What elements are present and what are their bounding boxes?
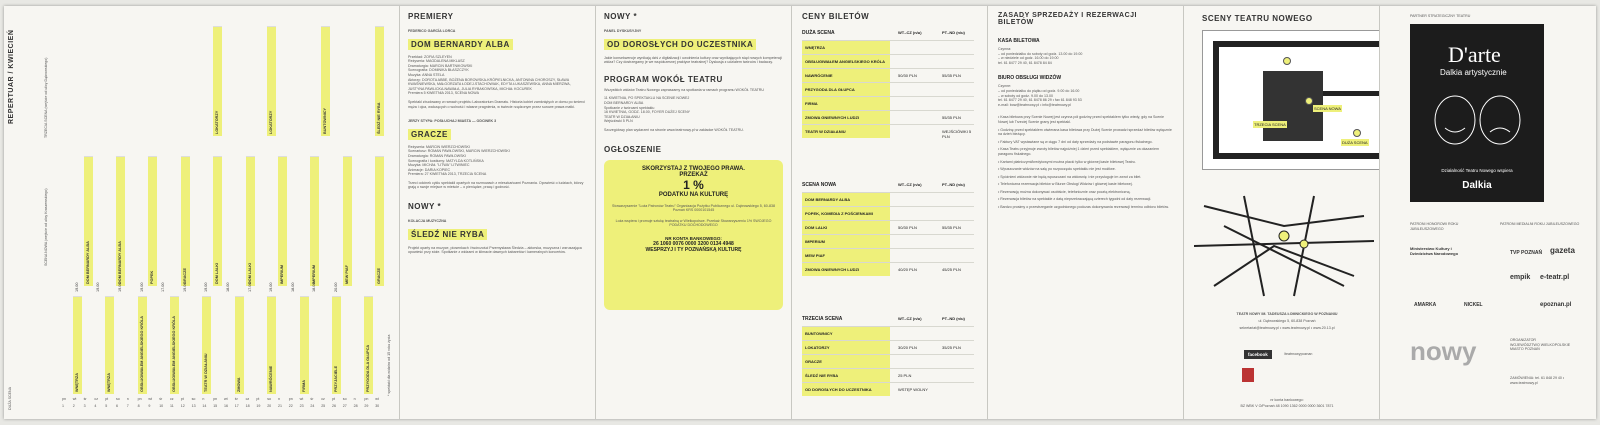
biuro-line: – w soboty od godz. 9.00 do 13.00: [998, 93, 1053, 98]
show-name: WNĘTRZA: [74, 373, 79, 392]
col1-label: WT–CZ (n/u): [898, 316, 922, 321]
price-weekend: 55/35 PLN: [942, 115, 961, 120]
day-number: 11: [170, 404, 174, 408]
weekday: so: [191, 397, 196, 401]
day-number: 24: [310, 404, 315, 408]
coat-of-arms-icon: [1242, 368, 1254, 382]
weekday: pn: [288, 397, 293, 401]
show-name: NAWRÓCENIE: [269, 365, 274, 392]
partner-label: PARTNER STRATEGICZNY TEATRU: [1410, 14, 1471, 18]
map-pin-icon: [1353, 129, 1361, 137]
city-map-svg: [1194, 186, 1374, 306]
price-show-name: PRZYGODA DLA GŁUPCA: [802, 83, 890, 96]
price-show-name: ŚLEDŹ NIE RYBA: [802, 369, 890, 382]
ad-account: 26 1060 0076 0000 3200 0134 4948: [653, 240, 734, 247]
price-weekend: 35/25 PLN: [942, 345, 961, 350]
contacts[interactable]: sekretariat@teatrnowy.pl • www.teatrnowy.pl • www.20.13.pl: [1239, 326, 1335, 330]
ad-note: Loża wspiera i promuje sztukę teatralną w Wielkopolsce. Przekaż Stowarzyszeniu 1% SWOJEGO PODATKU DOCHODOWEGO: [615, 218, 772, 228]
weekday: pt: [180, 397, 184, 401]
day-number: 12: [180, 404, 185, 408]
day-number: 13: [191, 404, 196, 408]
rule-item: • Rezerwację można dokonywać osobiście, telefonicznie oraz pocztą elektroniczną.: [998, 189, 1131, 194]
trzecia-price-table: [802, 326, 974, 396]
day-number: 4: [94, 404, 97, 408]
day-number: 30: [375, 404, 380, 408]
nowa-price-title: SCENA NOWA: [802, 182, 837, 188]
weekday: cz: [321, 397, 325, 401]
biuro-line: – od poniedziałku do piątku od godz. 9.00 do 16.00: [998, 88, 1080, 93]
price-show-name: OD DOROSŁYCH DO UCZESTNIKA: [802, 383, 890, 396]
biuro-header: BIURO OBSŁUGI WIDZÓW: [998, 75, 1062, 82]
show-name: IMPERIUM: [312, 265, 317, 284]
weekday: wt: [72, 397, 77, 401]
city-map: [1194, 186, 1374, 306]
show-name: DOM LALKI: [215, 262, 220, 284]
show-name: ŚLEDŹ NIE RYBA: [377, 102, 382, 134]
weekday: so: [116, 397, 120, 401]
show-name: MEW PIAF: [344, 265, 349, 284]
trzecia-label: TRZECIA SCENA (wejście od ulicy Dąbrowskiego): [44, 57, 48, 138]
day-number: 8: [137, 404, 140, 408]
duza-price-title: DUŻA SCENA: [802, 30, 835, 36]
show-time: 19.00: [96, 282, 101, 292]
credit-line: Przekład: ZOFIA SZLEYEN: [408, 54, 452, 59]
weekday: wt: [299, 397, 304, 401]
price-row: [802, 354, 974, 368]
show-name: DOM BERNARDY ALBA: [118, 241, 122, 284]
weekday: cz: [94, 397, 98, 401]
show-time: 18.00: [312, 282, 317, 292]
weekday: pt: [105, 397, 109, 401]
show-time: 19.00: [204, 282, 209, 292]
price-show-name: ZMOWA GNIEWNYCH LUDZI: [802, 263, 890, 276]
day-number: 22: [288, 404, 293, 408]
weekday: wt: [224, 397, 228, 401]
theatre-map: [1202, 30, 1380, 170]
day-number: 14: [202, 404, 207, 408]
price-row: [802, 110, 974, 124]
show-time: 18.00: [290, 282, 295, 292]
show-name: OBSŁUGIWAŁEM ANGIELSKIEGO KRÓLA: [172, 315, 176, 392]
day-number: 3: [83, 404, 86, 408]
duza-label: DUŻA SCENA: [8, 387, 12, 410]
weekday: n: [278, 397, 280, 401]
repertoire-title: REPERTUAR / KWIECIEŃ: [8, 29, 15, 124]
leaflet-sheet: [4, 6, 1596, 419]
map-label-nowa: SCENA NOWA: [1314, 106, 1341, 111]
price-show-name: ZMOWA GNIEWNYCH LUDZI: [802, 111, 890, 124]
organizer-line: MIASTO POZNAŃ: [1510, 347, 1540, 352]
show-time: 18.00: [226, 282, 230, 292]
biuro-line: e-mail: bow@teatrnowy.pl • info@teatrnowy.pl: [998, 102, 1071, 107]
weekday: śr: [83, 397, 87, 401]
weekday: pn: [364, 397, 369, 401]
darte-logo: [1410, 24, 1544, 202]
day-number: 25: [321, 404, 326, 408]
zasady-header: ZASADY SPRZEDAŻY I REZERWACJI BILETÓW: [998, 12, 1137, 26]
panel-desc: Jakie konsekwencje wynikają dziś z digitalizacji i uwolnienia kultury oraz wynikających stąd nowych kompetencji widza? Czy dostrzegamy je we współczesnej praktyce teatralnej? Dyskusja z udziałem twórców i badaczy.: [604, 55, 782, 65]
col1-label: WT–CZ (n/u): [898, 182, 922, 187]
price-row: [802, 82, 974, 96]
show-cell: [181, 156, 190, 286]
nowy-logo: nowy: [1410, 336, 1477, 366]
map-street: [1213, 41, 1219, 159]
kasa-lines: [998, 47, 1173, 65]
col2-label: PT–ND (n/u): [942, 316, 965, 321]
col2-label: PT–ND (n/u): [942, 182, 965, 187]
panel-title: OD DOROSŁYCH DO UCZESTNIKA: [604, 39, 756, 50]
price-row: [802, 248, 974, 262]
weekday: so: [342, 397, 347, 401]
dalkia-logo: Dalkia: [1462, 180, 1492, 191]
p2-credits: [408, 145, 587, 177]
show-name: WNĘTRZA: [107, 373, 112, 392]
credit-line: Aktorzy: DOROTA ABBE, BOŻENA BOROWSKA-KRÓPIELNICKA, ANTONINA CHOROSZY, SŁAWA KWAŚNIEWSKA, MAŁGORZATA ŁODEJ-STACHOWIAK, EDYTA ŁUKASZEWSKA, ANNA MIERZWA, JUSTYNA PAWLICKA-NAWAŁA, JULIA RYBAKOWSKA, MICHAŁ KOCUREK: [408, 77, 571, 91]
credit-line: Premiera: 27 KWIETNIA 2013, TRZECIA SCENA: [408, 172, 487, 177]
ad-line1: SKORZYSTAJ Z TWOJEGO PRAWA.: [642, 165, 745, 172]
show-name: ZMOWA: [236, 377, 241, 392]
price-row: [802, 262, 974, 276]
tax-ad-box: [604, 160, 783, 310]
day-number: 19: [256, 404, 261, 408]
ad-slogan: WESPRZYJ I TY POZNAŃSKĄ KULTURĘ: [645, 246, 742, 253]
kasa-line: – w niedziele od godz. 16.00 do 19.00: [998, 56, 1059, 61]
weekday: so: [267, 397, 271, 401]
price-show-name: DOM BERNARDY ALBA: [802, 193, 890, 206]
price-row: [802, 368, 974, 382]
kasa-header: KASA BILETOWA: [998, 38, 1040, 44]
map-street: [1323, 91, 1380, 96]
p1-desc: Spektakl zbudowany w ramach projektu Laboratorium Dramatu. Historia kobiet zamkniętych w domu po śmierci męża i ojca, walczących o wolność i własne pragnienia, w świecie rządzonym przez surowe prawa matki.: [408, 99, 585, 109]
price-show-name: DOM LALKI: [802, 221, 890, 234]
weekday: pn: [213, 397, 218, 401]
credit-line: Reżyseria: MARCIN WIERZCHOWSKI: [408, 144, 470, 149]
price-show-name: BUNTOWNICY: [802, 327, 890, 340]
show-name: DOM BERNARDY ALBA: [85, 241, 90, 284]
zamowienia: ZAMÓWIENIA: tel. 61 848 29 40 • www.teatrnowy.pl: [1510, 376, 1565, 385]
credit-line: Scenariusz: ROMAN PAWŁOWSKI, MARCIN WIERZCHOWSKI: [408, 149, 510, 154]
price-row: [802, 234, 974, 248]
ceny-panel: [792, 6, 988, 419]
ad-line3: PODATKU NA KULTURĘ: [658, 191, 729, 198]
day-number: 23: [299, 404, 304, 408]
show-cell: [148, 156, 157, 286]
facebook-icon[interactable]: facebook: [1244, 350, 1272, 359]
map-street: [1213, 153, 1380, 159]
price-row: [802, 124, 974, 138]
ad-account-label: NR KONTA BANKOWEGO:: [665, 235, 722, 241]
organizer-lines: [1510, 338, 1570, 352]
krs: BZ WBK V O/Poznań 48 1090 1362 0000 0000 3601 7871: [1240, 404, 1334, 408]
weekday: pn: [62, 397, 66, 401]
price-weekday: 50/30 PLN: [898, 73, 917, 78]
show-name: OBSŁUGIWAŁEM ANGIELSKIEGO KRÓLA: [139, 315, 144, 392]
nowa-label: SCENA NOWA (wejście od ulicy Kraszewskiego): [44, 188, 48, 266]
show-time: 19.00: [139, 282, 144, 292]
price-row: [802, 40, 974, 54]
rule-item: • Kartami płatniczymi/kredytowymi można płacić tylko w głównej kasie biletowej Teatru.: [998, 159, 1136, 164]
credit-line: Reżyseria: MAGDALENA MIKLASZ: [408, 59, 465, 64]
day-number: 2: [72, 404, 75, 408]
show-name: LOKATORZY: [215, 110, 220, 134]
weekday: pn: [137, 397, 142, 401]
organizer-line: ORGANIZATOR: [1510, 338, 1537, 342]
day-number: 9: [148, 404, 151, 408]
day-number: 5: [105, 404, 108, 408]
p2-title: GRACZE: [408, 129, 451, 140]
rule-item: • Godzinę przed spektaklem otwierana kasa biletowa przy Dużej Scenie prowadzi sprzedaż biletów wyłącznie na dzień bieżący.: [998, 127, 1172, 137]
price-weekday: 30/20 PLN: [898, 345, 917, 350]
program-items: [604, 96, 783, 124]
weekday: n: [353, 397, 356, 401]
day-number: 20: [267, 404, 272, 408]
weekday: cz: [170, 397, 174, 401]
p2-author: JERZY STYPA: POSŁUCHAJ MIASTA — ODCINEK 3: [408, 119, 497, 124]
show-time: 19.00: [118, 282, 122, 292]
show-time: 19.00: [269, 282, 274, 292]
amarka-logo: AMARKA: [1414, 302, 1437, 308]
tvp-logo: TVP POZNAŃ: [1510, 250, 1543, 256]
price-weekday: 25 PLN: [898, 373, 912, 378]
day-number: 21: [278, 404, 282, 408]
program-note: Szczegółowy plan wydarzeń na stronie www.teatrnowy.pl w zakładce WOKÓŁ TEATRU.: [604, 127, 744, 132]
weekday: n: [202, 397, 205, 401]
price-row: [802, 96, 974, 110]
rule-item: • Telefoniczna rezerwacja biletów w Biurze Obsługi Widzów i głównej kasie biletowej.: [998, 182, 1133, 187]
program-item: 16 KWIETNIA, GODZ. 18.00, FOYER DUŻEJ SCENY: [604, 110, 691, 115]
show-time: 19.00: [182, 282, 187, 292]
day-number: 10: [159, 404, 164, 408]
map-label-trzecia: TRZECIA SCENA: [1254, 122, 1286, 127]
day-number: 15: [213, 404, 218, 408]
trzecia-price-title: TRZECIA SCENA: [802, 316, 843, 322]
credit-line: Premiera 5 KWIETNIA 2013, SCENA NOWA: [408, 91, 479, 96]
p1-title: DOM BERNARDY ALBA: [408, 39, 513, 50]
price-weekday: WSTĘP WOLNY: [898, 387, 928, 392]
show-name: PRZYJACIELE: [334, 365, 338, 392]
price-show-name: OBSŁUGIWAŁEM ANGIELSKIEGO KRÓLA: [802, 55, 890, 68]
program-item: 11 KWIETNIA, PO SPEKTAKLU NA SCENIE NOWEJ: [604, 96, 690, 101]
credit-line: Dramaturgia: MARCIN BARTNIKOWSKI: [408, 63, 473, 68]
patron-media-label: PATRONI MEDIALNI ROKU JUBILEUSZOWEGO: [1500, 222, 1580, 226]
brand-sub: Dalkia artystycznie: [1440, 68, 1507, 77]
rule-item: • Kasa Teatru przyjmuje zwroty biletów najpóźniej 1 dzień przed spektaklem, wyłącznie za okazaniem paragonu fiskalnego.: [998, 147, 1159, 156]
nickel-logo: NICKEL: [1464, 302, 1483, 308]
nowa-price-table: [802, 192, 974, 276]
credit-line: Animacje: DARIA KOPIEC: [408, 167, 451, 172]
day-number: 26: [332, 404, 336, 408]
price-show-name: TEATR W DZIAŁANIU: [802, 125, 890, 138]
show-name: DOM LALKI: [247, 262, 252, 284]
panel-kind: PANEL DYSKUSYJNY: [604, 29, 642, 33]
price-weekend: WEJŚCIÓWKI 5 PLN: [942, 129, 972, 139]
kasa-line: Czynna:: [998, 47, 1012, 51]
price-row: [802, 206, 974, 220]
mapa-panel: [1184, 6, 1380, 419]
show-name: POPEK: [150, 270, 155, 284]
day-number: 6: [116, 404, 118, 408]
repertoire-panel: [4, 6, 400, 419]
brand: D'arte: [1448, 42, 1501, 67]
program-item: DOM BERNARDY ALBA: [604, 100, 644, 105]
credit-line: Muzyka: MICHAŁ "LITWA" LITWINIEC: [408, 163, 470, 168]
price-row: [802, 340, 974, 354]
nowe-header: NOWY *: [408, 202, 442, 212]
map-street: [1213, 41, 1380, 47]
col1-label: WT–CZ (n/u): [898, 30, 922, 35]
ceny-header: CENY BILETÓW: [802, 12, 870, 21]
credit-line: Scenografia i kostiumy: MATYLDA KOTLIŃSKA: [408, 158, 484, 163]
price-show-name: POPEK, KOMEDIA Z POŚCIENKAMI: [802, 207, 890, 220]
show-time: 19.00: [74, 282, 79, 292]
ad-percent: 1 %: [683, 177, 704, 192]
rule-item: • Rezerwacja biletów na spektakle z datą nieprzekraczającą czterech tygodni od daty rezerwacji.: [998, 197, 1152, 202]
price-show-name: LOKATORZY: [802, 341, 890, 354]
show-name: GRACZE: [377, 267, 382, 284]
map-pin-icon: [1305, 97, 1313, 105]
premiery-panel: [400, 6, 596, 419]
facebook-handle[interactable]: /teatrnowypoznan: [1284, 352, 1313, 356]
price-row: [802, 68, 974, 82]
rules-list: [998, 115, 1173, 209]
rule-item: • Bardzo prosimy o przestrzeganie uzgodnionego podczas dokonywania rezerwacji terminu odbioru biletów.: [998, 205, 1169, 210]
credit-line: Muzyka: ANNA STELA: [408, 72, 445, 77]
organizer-line: WOJEWÓDZTWO WIELKOPOLSKIE: [1510, 342, 1571, 347]
rule-item: • Faktury VAT wystawiane są w ciągu 7 dni od daty sprzedaży na podstawie paragonu fiskalnego.: [998, 139, 1153, 144]
show-time: 17.00: [247, 282, 252, 292]
show-name: PRZYGODA DLA GŁUPCA: [366, 344, 371, 392]
day-number: 28: [353, 404, 358, 408]
price-show-name: GRACZE: [802, 355, 890, 368]
day-number: 7: [126, 404, 129, 408]
price-weekday: 40/20 PLN: [898, 267, 917, 272]
biuro-line: Czynne:: [998, 84, 1012, 89]
map-label-duza: DUŻA SCENA: [1342, 140, 1368, 145]
day-number: 16: [224, 404, 228, 408]
show-time: 20.00: [334, 282, 338, 292]
p1-credits: [408, 55, 587, 96]
day-number: 18: [245, 404, 250, 408]
show-name: TEATR W DZIAŁANIU: [204, 353, 209, 392]
weekday: n: [126, 397, 129, 401]
patron-label: PATRONI HONOROWI ROKU JUBILEUSZOWEGO: [1410, 222, 1459, 231]
theatre-masks-icon: [1410, 90, 1544, 150]
p3-desc: Projekt oparty na muzyce, piosenkach i twórczości Przemysława Śledzia – aktorska, muzyczna i wzruszająca opowieść przy stole. Spotkanie z widzami w klimacie dawnych kabaretów i kameralnych koncertów.: [408, 245, 582, 255]
program-item: Spotkanie z twórcami spektaklu: [604, 105, 655, 110]
show-name: GRACZE: [182, 267, 187, 284]
weekday: pt: [256, 397, 260, 401]
mapa-header: SCENY TEATRU NOWEGO: [1202, 14, 1313, 23]
col2-label: PT–ND (n/u): [942, 30, 965, 35]
address-title: TEATR NOWY IM. TADEUSZA ŁOMNICKIEGO W POZNANIU: [1236, 312, 1338, 316]
rule-item: • Wpuszczanie widzów na salę po rozpoczęciu spektaklu nie jest możliwe.: [998, 167, 1116, 172]
epoznan-logo: epoznan.pl: [1540, 302, 1572, 308]
premiery-header: PREMIERY: [408, 12, 454, 21]
weekday: cz: [245, 397, 250, 401]
price-show-name: IMPERIUM: [802, 235, 890, 248]
weekday: wt: [148, 397, 152, 401]
duza-price-table: [802, 40, 974, 138]
credit-line: Scenografia: DOMINIKA BŁASZCZYK: [408, 68, 469, 73]
price-show-name: FIRMA: [802, 97, 890, 110]
nowy-header: NOWY *: [604, 12, 638, 21]
day-number: 27: [342, 404, 347, 408]
ogloszenie-header: OGŁOSZENIE: [604, 144, 662, 154]
weekday: śr: [234, 397, 238, 401]
day-number: 17: [234, 404, 239, 408]
day-number: 1: [62, 404, 64, 408]
show-name: IMPERIUM: [280, 265, 284, 284]
zasady-panel: [988, 6, 1184, 419]
eteatr-logo: e-teatr.pl: [1540, 274, 1570, 281]
p2-desc: Trzeci odcinek cyklu spektakli opartych na rozmowach z mieszkańcami Poznania. Opowieść o ludziach, którzy grają o swoje miejsce w mieście – o pieniądze, pracę i godność.: [408, 180, 584, 190]
price-row: [802, 54, 974, 68]
address: ul. Dąbrowskiego 5, 60-838 Poznań: [1258, 319, 1316, 323]
brand-tag: Działalność Teatru Nowego wspiera: [1441, 168, 1513, 173]
price-show-name: MEW PIAF: [802, 249, 890, 262]
weekday: śr: [310, 397, 314, 401]
ad-org: Stowarzyszenie "Loża Patronów Teatru" Organizacja Pożytku Publicznego ul. Dąbrowskiego 5, 60-838 Poznań KRS 0000101545: [612, 203, 775, 213]
price-row: [802, 192, 974, 206]
weekday: pt: [332, 397, 335, 401]
price-weekend: 55/35 PLN: [942, 225, 961, 230]
price-weekend: 45/25 PLN: [942, 267, 961, 272]
price-row: [802, 382, 974, 396]
p1-author: FEDERICO GARCÍA LORCA: [408, 29, 456, 33]
empik-logo: empik: [1510, 274, 1531, 281]
repertoire-footnote: * spektakl dla widzów od 15 roku życia: [387, 334, 391, 396]
price-weekend: 55/35 PLN: [942, 73, 961, 78]
biuro-line: tel. 61 8477 29 40, 61 8478 86 29 • fax 61 848 93 53: [998, 98, 1082, 103]
price-row: [802, 326, 974, 340]
ad-line2: PRZEKAŻ: [679, 171, 708, 178]
weekday: śr: [159, 397, 163, 401]
program-item: TEATR W DZIAŁANIU: [604, 114, 640, 119]
program-desc: Wszystkich widzów Teatru Nowego zapraszamy na spotkania w ramach programu WOKÓŁ TEATRU: [604, 87, 764, 92]
p3-kind: KOLACJA MUZYCZNA: [408, 219, 447, 224]
krs-label: nr konta bankowego:: [1270, 398, 1304, 402]
program-header: PROGRAM WOKÓŁ TEATRU: [604, 74, 723, 84]
price-weekday: 50/30 PLN: [898, 225, 917, 230]
sponsors-panel: [1380, 6, 1596, 419]
map-pin-icon: [1283, 57, 1291, 65]
price-show-name: NAWRÓCENIE: [802, 69, 890, 82]
price-row: [802, 220, 974, 234]
show-name: BUNTOWNICY: [323, 107, 328, 134]
show-name: FIRMA: [301, 379, 306, 392]
rule-item: • Kasa biletowa przy Scenie Nowej jest czynna pół godziny przed spektaklem tylko wtedy, gdy na Scenie Nowej lub Trzeciej Scenie grany jest spektakl.: [998, 115, 1164, 124]
weekday: wt: [375, 397, 379, 401]
nowy-panel: [596, 6, 792, 419]
show-cell: [375, 156, 384, 286]
show-time: 17.00: [161, 282, 166, 292]
gazeta-logo: gazeta: [1550, 246, 1575, 255]
program-item: Wejściówki 5 PLN: [604, 119, 633, 124]
biuro-lines: [998, 84, 1173, 107]
rule-item: • Spóźnieni widzowie nie będą wpuszczani na widownię i nie przysługuje im zwrot za bilet.: [998, 174, 1142, 179]
day-number: 29: [364, 404, 369, 408]
show-name: LOKATORZY: [269, 110, 274, 134]
p3-title: ŚLEDŹ NIE RYBA: [408, 229, 487, 240]
price-show-name: WNĘTRZA: [802, 41, 890, 54]
kasa-line: tel. 61 8477 29 40, 61 8478 84 84: [998, 60, 1052, 65]
ministry-logo: Ministerstwo Kultury i Dziedzictwa Narodowego: [1410, 246, 1459, 256]
credit-line: Dramaturgia: ROMAN PAWŁOWSKI: [408, 153, 466, 158]
kasa-line: – od poniedziałku do soboty od godz. 13.00 do 19.00: [998, 51, 1083, 56]
